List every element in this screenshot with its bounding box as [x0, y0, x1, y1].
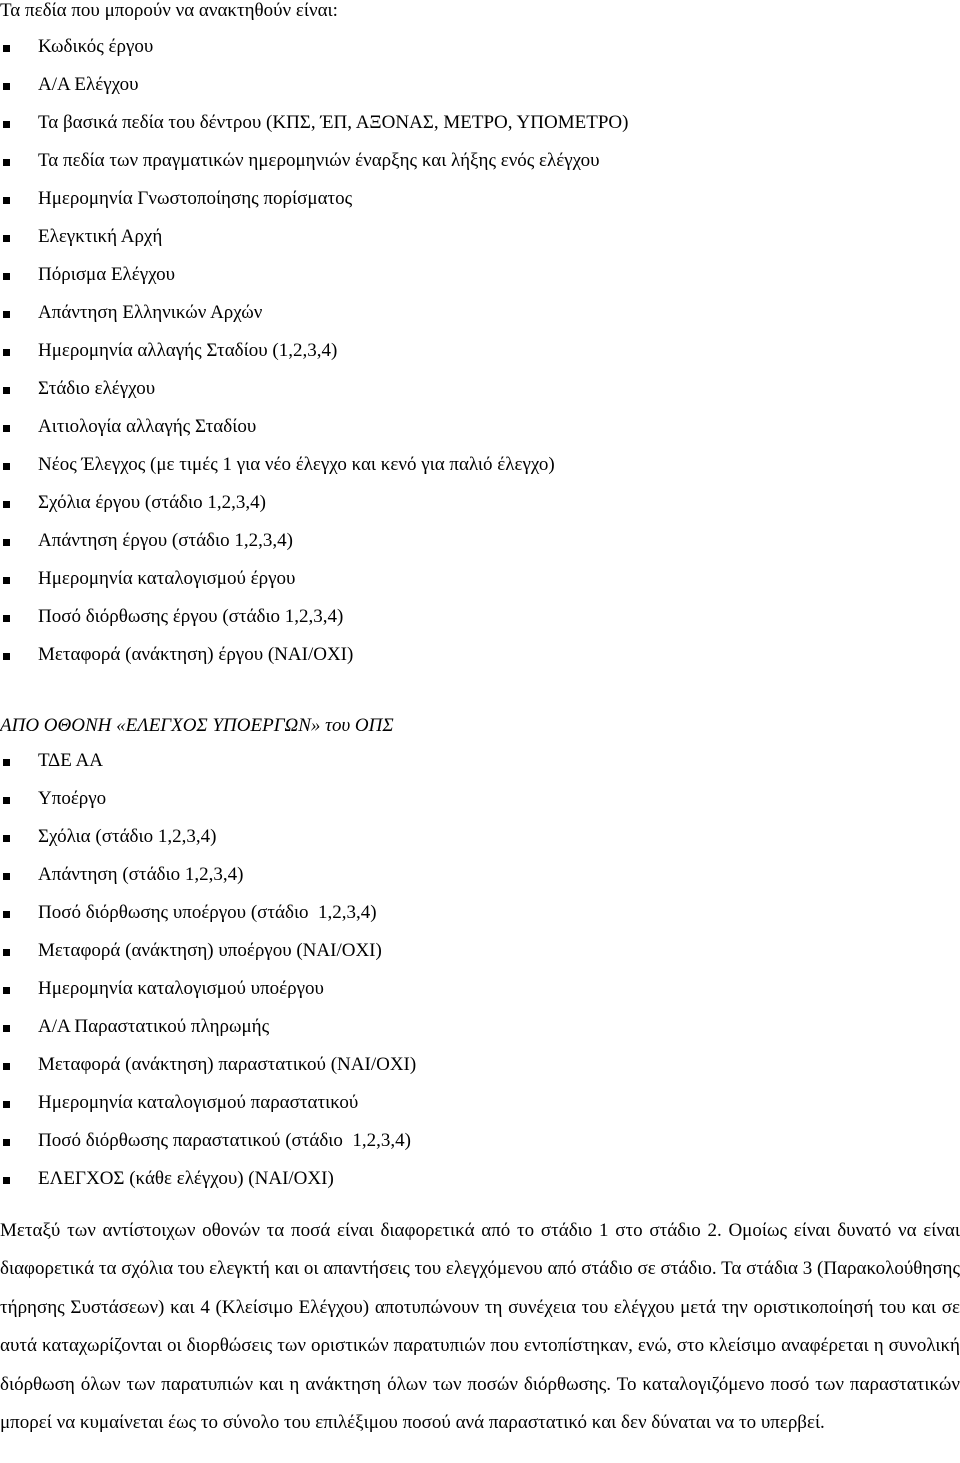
- intro-text: Τα πεδία που μπορούν να ανακτηθούν είναι:: [0, 0, 338, 21]
- list-item-text: Υποέργο: [38, 788, 107, 809]
- list-item: [0, 788, 960, 826]
- square-bullet-icon: [3, 501, 10, 508]
- list-item: [0, 1016, 960, 1054]
- list-item: [0, 1054, 960, 1092]
- list-item-text: Τα πεδία των πραγματικών ημερομηνιών έναρξης και λήξης ενός ελέγχου: [38, 150, 600, 171]
- square-bullet-icon: [3, 387, 10, 394]
- square-bullet-icon: [3, 463, 10, 470]
- list-item-text: Κωδικός έργου: [38, 36, 154, 57]
- list-item: [0, 188, 960, 226]
- list-item-text: Πόρισμα Ελέγχου: [38, 264, 176, 285]
- list-item-text: Α/Α Ελέγχου: [38, 74, 139, 95]
- list-item-text: Ελεγκτική Αρχή: [38, 226, 163, 247]
- list-item-text: Ημερομηνία αλλαγής Σταδίου (1,2,3,4): [38, 340, 338, 361]
- subproject-fields-list: [0, 750, 960, 1206]
- retrievable-fields-list: [0, 36, 960, 682]
- list-item-text: Μεταφορά (ανάκτηση) παραστατικού (ΝΑΙ/ΟΧΙ): [38, 1054, 417, 1075]
- list-item: [0, 150, 960, 188]
- list-item: [0, 750, 960, 788]
- list-item: [0, 606, 960, 644]
- list-item: [0, 978, 960, 1016]
- list-item: [0, 568, 960, 606]
- list-item: [0, 1130, 960, 1168]
- square-bullet-icon: [3, 873, 10, 880]
- list-item: [0, 940, 960, 978]
- list-item: [0, 826, 960, 864]
- closing-paragraph: Μεταξύ των αντίστοιχων οθονών τα ποσά είναι διαφορετικά από το στάδιο 1 στο στάδιο 2. Ομοίως είναι δυνατό να είναι διαφορετικά τα σχόλια του ελεγκτή και οι απαντήσεις του ελεγχόμενου από στάδιο σε στάδιο. Τα στάδια 3 (Παρακολούθησης τήρησης Συστάσεων) και 4 (Κλείσιμο Ελέγχου) αποτυπώνουν τη συνέχεια του ελέγχου μετά την οριστικοποίησή του και σε αυτά καταχωρίζονται οι διορθώσεις των οριστικών παρατυπιών που εντοπίστηκαν, ενώ, στο κλείσιμο αναφέρεται η συνολική διόρθωση όλων των παρατυπιών και η ανάκτηση όλων των ποσών διόρθωσης. Το καταλογιζόμενο ποσό των παραστατικών μπορεί να κυμαίνεται έως το σύνολο του επιλέξιμου ποσού ανά παραστατικό και δεν δύναται να το υπερβεί.: [0, 1220, 960, 1434]
- list-item-text: Ημερομηνία Γνωστοποίησης πορίσματος: [38, 188, 353, 209]
- list-item-text: Ημερομηνία καταλογισμού παραστατικού: [38, 1092, 359, 1113]
- list-item-text: Ημερομηνία καταλογισμού υποέργου: [38, 978, 324, 999]
- square-bullet-icon: [3, 1139, 10, 1146]
- section-heading: ΑΠΟ ΟΘΟΝΗ «ΕΛΕΓΧΟΣ ΥΠΟΕΡΓΩΝ» του ΟΠΣ: [0, 715, 394, 736]
- list-item-text: Ποσό διόρθωσης παραστατικού (στάδιο 1,2,3,4): [38, 1130, 411, 1151]
- square-bullet-icon: [3, 235, 10, 242]
- square-bullet-icon: [3, 159, 10, 166]
- square-bullet-icon: [3, 45, 10, 52]
- square-bullet-icon: [3, 759, 10, 766]
- square-bullet-icon: [3, 121, 10, 128]
- list-item-text: Ποσό διόρθωσης έργου (στάδιο 1,2,3,4): [38, 606, 344, 627]
- list-item: [0, 1092, 960, 1130]
- square-bullet-icon: [3, 987, 10, 994]
- list-item-text: Ημερομηνία καταλογισμού έργου: [38, 568, 296, 589]
- square-bullet-icon: [3, 653, 10, 660]
- square-bullet-icon: [3, 273, 10, 280]
- square-bullet-icon: [3, 835, 10, 842]
- list-item-text: Σχόλια έργου (στάδιο 1,2,3,4): [38, 492, 266, 513]
- square-bullet-icon: [3, 1025, 10, 1032]
- list-item-text: Απάντηση έργου (στάδιο 1,2,3,4): [38, 530, 293, 551]
- square-bullet-icon: [3, 949, 10, 956]
- list-item: [0, 226, 960, 264]
- square-bullet-icon: [3, 577, 10, 584]
- list-item-text: Σχόλια (στάδιο 1,2,3,4): [38, 826, 217, 847]
- square-bullet-icon: [3, 349, 10, 356]
- list-item-text: Αιτιολογία αλλαγής Σταδίου: [38, 416, 257, 437]
- list-item-text: Α/Α Παραστατικού πληρωμής: [38, 1016, 270, 1037]
- square-bullet-icon: [3, 615, 10, 622]
- list-item: [0, 454, 960, 492]
- square-bullet-icon: [3, 1177, 10, 1184]
- square-bullet-icon: [3, 1101, 10, 1108]
- square-bullet-icon: [3, 425, 10, 432]
- list-item: [0, 36, 960, 74]
- list-item: [0, 492, 960, 530]
- list-item-text: Απάντηση Ελληνικών Αρχών: [38, 302, 263, 323]
- list-item: [0, 1168, 960, 1206]
- square-bullet-icon: [3, 911, 10, 918]
- list-item-text: Μεταφορά (ανάκτηση) υποέργου (ΝΑΙ/ΟΧΙ): [38, 940, 382, 961]
- list-item: [0, 416, 960, 454]
- list-item: [0, 530, 960, 568]
- square-bullet-icon: [3, 539, 10, 546]
- list-item: [0, 74, 960, 112]
- list-item: [0, 340, 960, 378]
- list-item: [0, 378, 960, 416]
- square-bullet-icon: [3, 797, 10, 804]
- list-item-text: Νέος Έλεγχος (με τιμές 1 για νέο έλεγχο και κενό για παλιό έλεγχο): [38, 454, 555, 475]
- list-item: [0, 264, 960, 302]
- list-item-text: Τα βασικά πεδία του δέντρου (ΚΠΣ, ΈΠ, ΑΞΟΝΑΣ, ΜΕΤΡΟ, ΥΠΟΜΕΤΡΟ): [38, 112, 629, 133]
- list-item: [0, 302, 960, 340]
- square-bullet-icon: [3, 83, 10, 90]
- square-bullet-icon: [3, 197, 10, 204]
- list-item: [0, 112, 960, 150]
- list-item: [0, 902, 960, 940]
- list-item-text: ΤΔΕ ΑΑ: [38, 750, 103, 771]
- list-item: [0, 864, 960, 902]
- square-bullet-icon: [3, 311, 10, 318]
- list-item-text: Μεταφορά (ανάκτηση) έργου (ΝΑΙ/ΟΧΙ): [38, 644, 354, 665]
- square-bullet-icon: [3, 1063, 10, 1070]
- list-item-text: Απάντηση (στάδιο 1,2,3,4): [38, 864, 244, 885]
- list-item-text: Ποσό διόρθωσης υποέργου (στάδιο 1,2,3,4): [38, 902, 377, 923]
- list-item-text: Στάδιο ελέγχου: [38, 378, 156, 399]
- list-item-text: ΕΛΕΓΧΟΣ (κάθε ελέγχου) (ΝΑΙ/ΟΧΙ): [38, 1168, 334, 1189]
- list-item: [0, 644, 960, 682]
